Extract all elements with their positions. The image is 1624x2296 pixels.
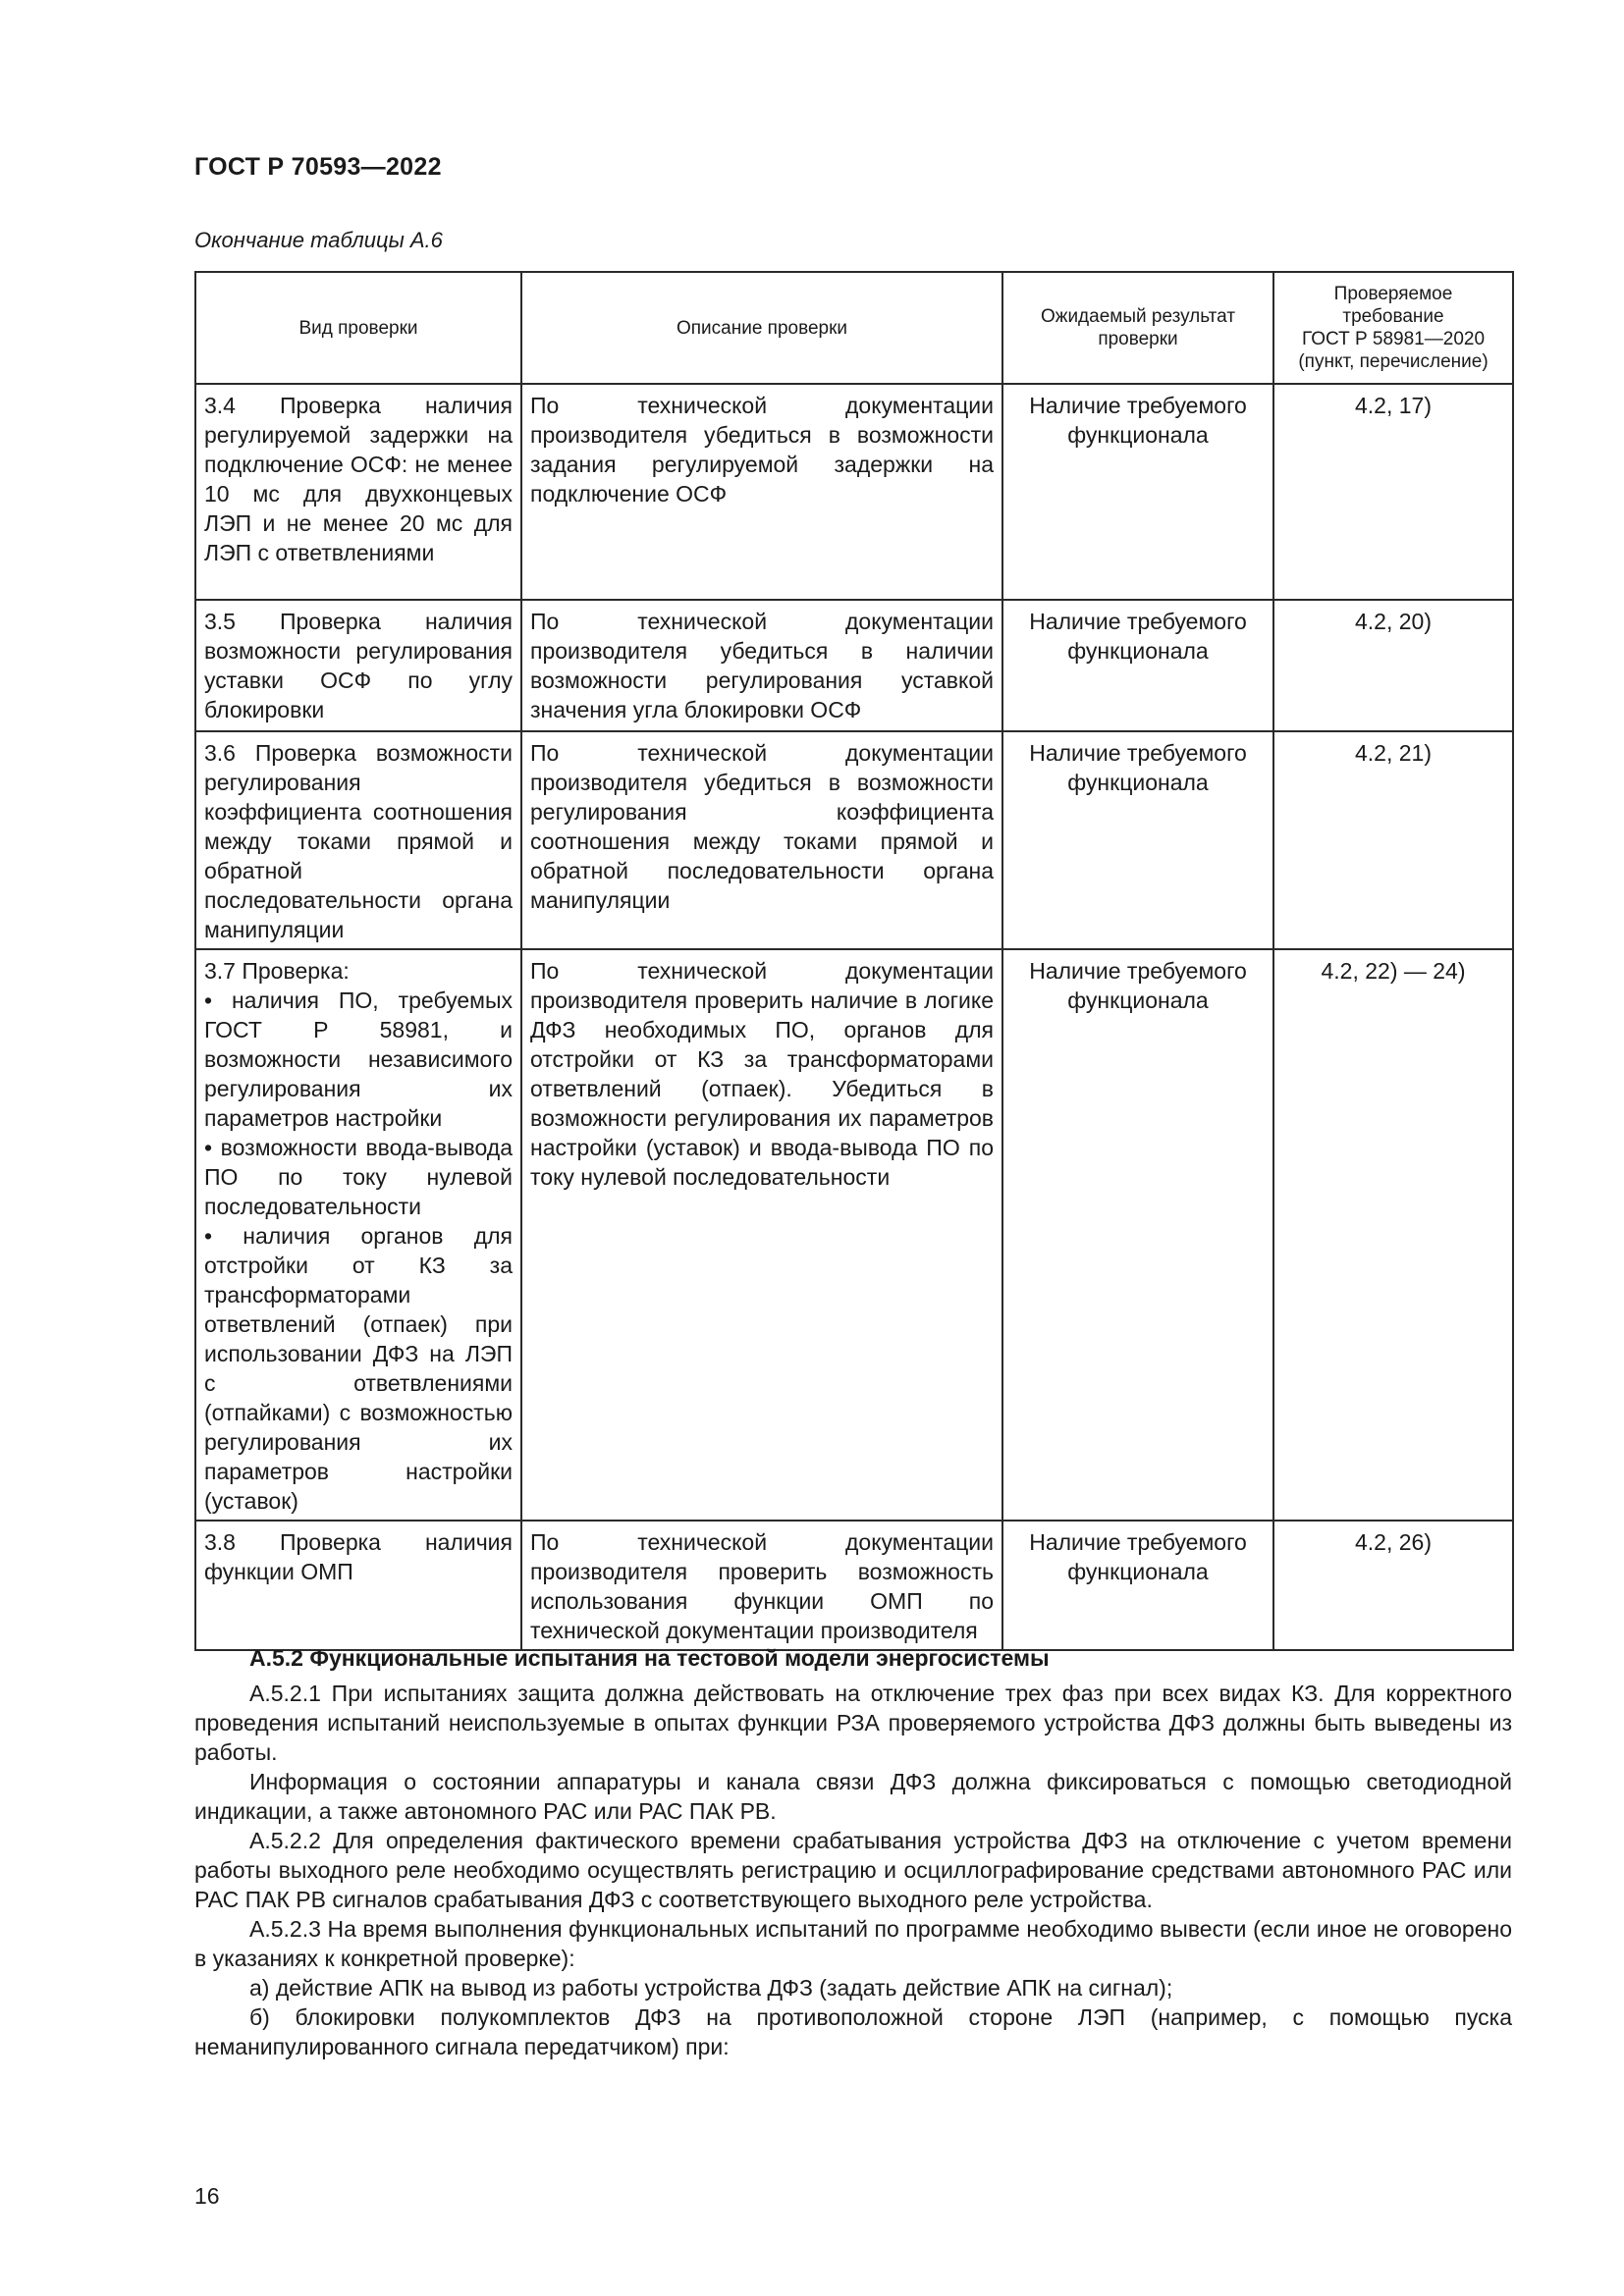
expected-result-cell: Наличие требуемого функционала (1002, 731, 1273, 949)
column-header-requirement: Проверяемое требование ГОСТ Р 58981—2020 (пункт, перечисление) (1273, 272, 1513, 384)
verification-table (194, 271, 1514, 1651)
table-caption: Окончание таблицы А.6 (194, 228, 443, 252)
requirement-cell: 4.2, 20) (1273, 600, 1513, 731)
check-type-cell: 3.7 Проверка: • наличия ПО, требуемых ГОСТ Р 58981, и возможности независимого регулирования их параметров настройки • возможности ввода-вывода ПО по току нулевой последовательности • наличия органов для отстройки от КЗ за трансформаторами ответвлений (отпаек) при использовании ДФЗ на ЛЭП с ответвлениями (отпайками) с возможностью регулирования их параметров настройки (уставок) (195, 949, 521, 1521)
check-description-cell: По технической документации производителя проверить наличие в логике ДФЗ необходимых ПО, органов для отстройки от КЗ за трансформаторами ответвлений (отпаек). Убедиться в возможности регулирования их параметров настройки (уставок) и ввода-вывода ПО по току нулевой последовательности (521, 949, 1002, 1521)
table-row (195, 731, 1513, 949)
list-item: б) блокировки полукомплектов ДФЗ на противоположной стороне ЛЭП (например, с помощью пуска неманипулированного сигнала передатчиком) при: (194, 2004, 1512, 2059)
requirement-cell: 4.2, 26) (1273, 1521, 1513, 1650)
table-row (195, 384, 1513, 600)
section-heading: А.5.2 Функциональные испытания на тестовой модели энергосистемы (249, 1645, 1050, 1671)
requirement-cell: 4.2, 22) — 24) (1273, 949, 1513, 1521)
expected-result-cell: Наличие требуемого функционала (1002, 949, 1273, 1521)
paragraph: Информация о состоянии аппаратуры и канала связи ДФЗ должна фиксироваться с помощью светодиодной индикации, а также автономного РАС или РАС ПАК РВ. (194, 1769, 1512, 1824)
column-header-type: Вид проверки (195, 272, 521, 384)
table-header-row (195, 272, 1513, 384)
check-type-cell: 3.8 Проверка наличия функции ОМП (195, 1521, 521, 1650)
expected-result-cell: Наличие требуемого функционала (1002, 600, 1273, 731)
expected-result-cell: Наличие требуемого функционала (1002, 384, 1273, 600)
table-row (195, 600, 1513, 731)
section-body (194, 1679, 1512, 2061)
page-number: 16 (194, 2183, 220, 2209)
document-title: ГОСТ Р 70593—2022 (194, 153, 442, 181)
paragraph: А.5.2.3 На время выполнения функциональных испытаний по программе необходимо вывести (если иное не оговорено в указаниях к конкретной проверке): (194, 1916, 1512, 1971)
requirement-cell: 4.2, 21) (1273, 731, 1513, 949)
check-description-cell: По технической документации производителя убедиться в возможности задания регулируемой задержки на подключение ОСФ (521, 384, 1002, 600)
check-type-cell: 3.5 Проверка наличия возможности регулирования уставки ОСФ по углу блокировки (195, 600, 521, 731)
check-description-cell: По технической документации производителя убедиться в наличии возможности регулирования уставкой значения угла блокировки ОСФ (521, 600, 1002, 731)
requirement-cell: 4.2, 17) (1273, 384, 1513, 600)
check-type-cell: 3.4 Проверка наличия регулируемой задержки на подключение ОСФ: не менее 10 мс для двухконцевых ЛЭП и не менее 20 мс для ЛЭП с ответвлениями (195, 384, 521, 600)
expected-result-cell: Наличие требуемого функционала (1002, 1521, 1273, 1650)
column-header-description: Описание проверки (521, 272, 1002, 384)
table-row (195, 949, 1513, 1521)
check-type-cell: 3.6 Проверка возможности регулирования коэффициента соотношения между токами прямой и обратной последовательности органа манипуляции (195, 731, 521, 949)
table-row (195, 1521, 1513, 1650)
check-description-cell: По технической документации производителя убедиться в возможности регулирования коэффициента соотношения между токами прямой и обратной последовательности органа манипуляции (521, 731, 1002, 949)
list-item: а) действие АПК на вывод из работы устройства ДФЗ (задать действие АПК на сигнал); (249, 1975, 1173, 2001)
paragraph: А.5.2.2 Для определения фактического времени срабатывания устройства ДФЗ на отключение с учетом времени работы выходного реле необходимо осуществлять регистрацию и осциллографирование средствами автономного РАС или РАС ПАК РВ сигналов срабатывания ДФЗ с соответствующего выходного реле устройства. (194, 1828, 1512, 1912)
paragraph: А.5.2.1 При испытаниях защита должна действовать на отключение трех фаз при всех видах КЗ. Для корректного проведения испытаний неиспользуемые в опытах функции РЗА проверяемого устройства ДФЗ должны быть выведены из работы. (194, 1681, 1512, 1765)
column-header-expected-result: Ожидаемый результат проверки (1002, 272, 1273, 384)
check-description-cell: По технической документации производителя проверить возможность использования функции ОМП по технической документации производителя (521, 1521, 1002, 1650)
